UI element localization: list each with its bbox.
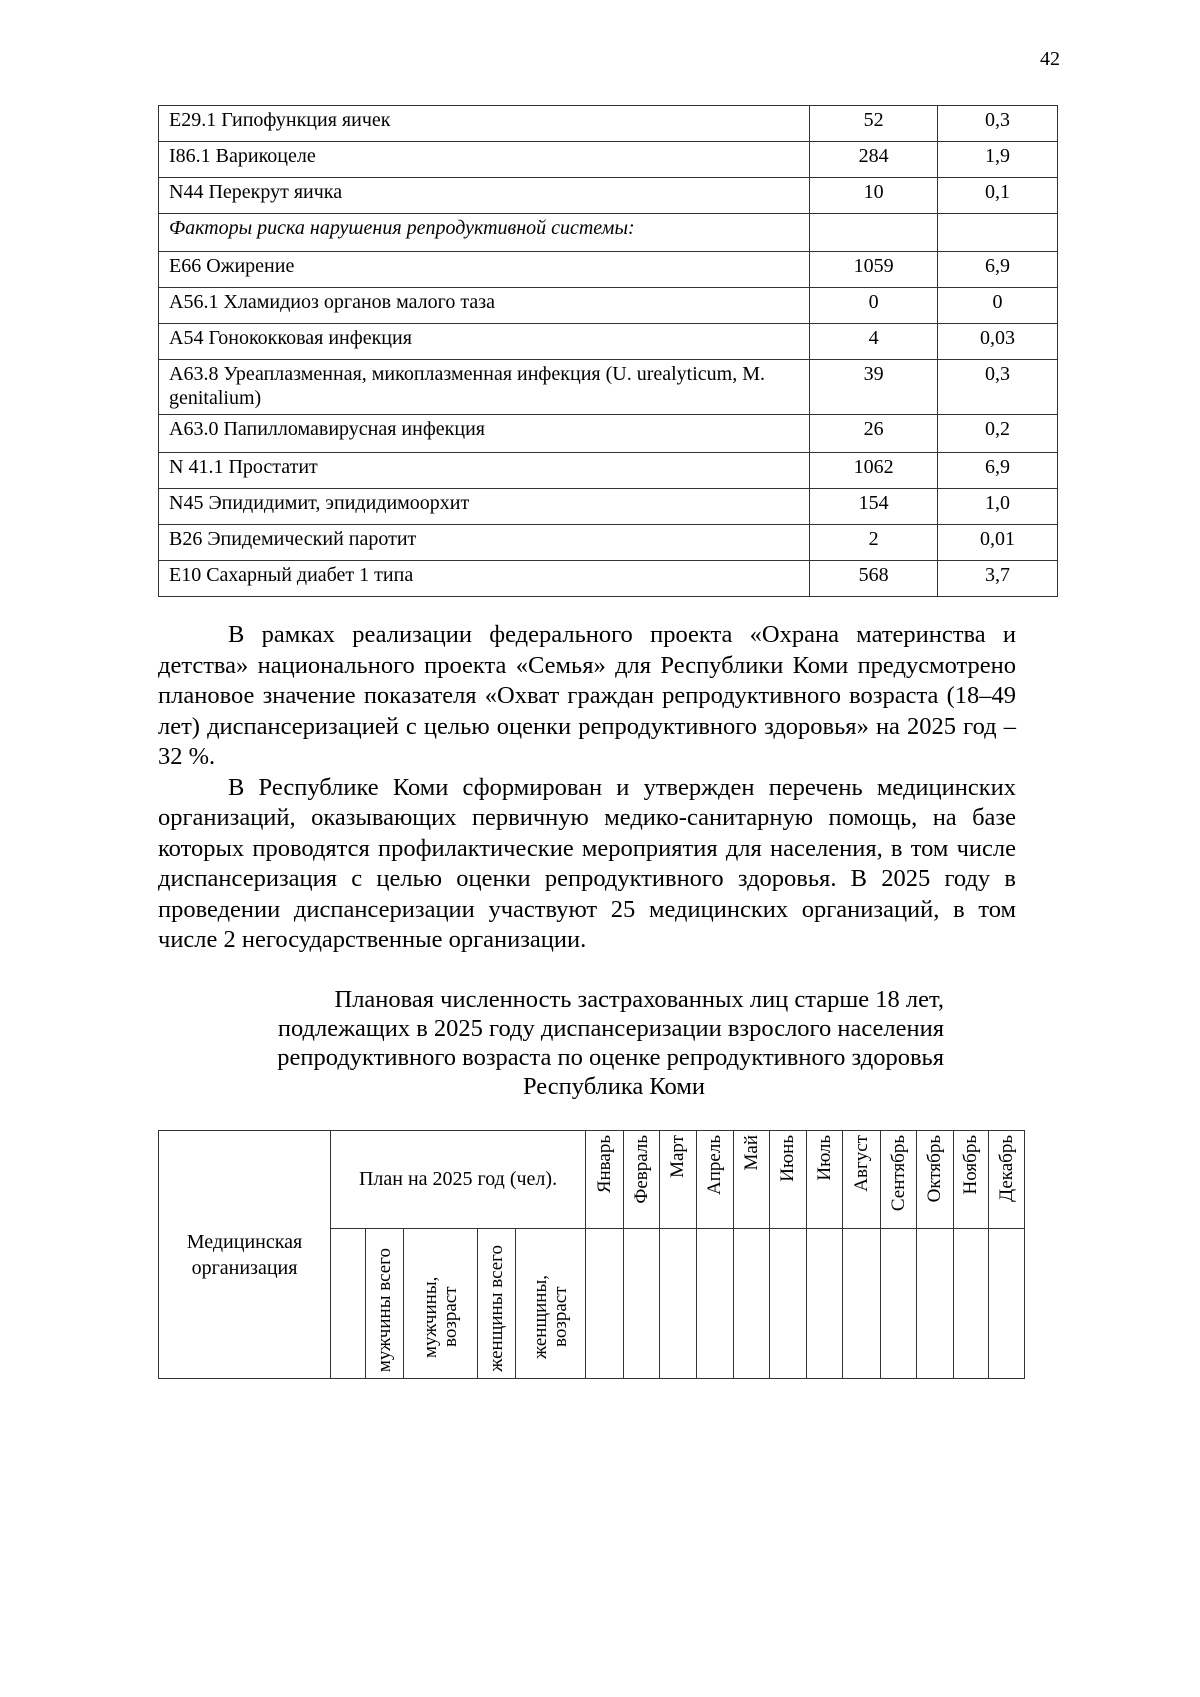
case-count: 2 [810,525,938,561]
case-percent [938,214,1058,252]
case-percent: 0,2 [938,415,1058,453]
month-value-cell [954,1229,989,1379]
plan-subheader [516,1229,586,1379]
month-header [843,1131,881,1229]
plan-subheader [404,1229,478,1379]
month-value-cell [586,1229,624,1379]
table-row [159,178,1058,214]
table-row [159,214,1058,252]
month-header [807,1131,843,1229]
month-label: Июнь [777,1135,798,1182]
case-count: 4 [810,324,938,360]
plan-table-title [158,985,1016,1101]
case-percent: 3,7 [938,561,1058,597]
disease-table [158,105,1058,597]
title-line: подлежащих в 2025 году диспансеризации взрослого населения [277,1015,944,1042]
month-label: Май [740,1135,762,1171]
month-label: Апрель [704,1135,725,1195]
case-count [810,214,938,252]
month-label: Август [850,1135,872,1192]
plan-header-text: План на 2025 год (чел). [358,1168,558,1190]
case-count: 39 [810,360,938,415]
month-header [770,1131,807,1229]
disease-name: I86.1 Варикоцеле [159,142,810,178]
case-percent: 0,3 [938,360,1058,415]
org-header [159,1131,331,1379]
case-count: 284 [810,142,938,178]
month-value-cell [881,1229,917,1379]
month-header [917,1131,954,1229]
disease-name: N 41.1 Простатит [159,453,810,489]
month-header [660,1131,697,1229]
month-label: Декабрь [995,1135,1017,1202]
plan-subheader-label: женщины, возраст [529,1275,571,1359]
month-value-cell [807,1229,843,1379]
plan-subheader-label: мужчины всего [373,1247,395,1372]
disease-name: A54 Гонококковая инфекция [159,324,810,360]
title-line: Плановая численность застрахованных лиц старше 18 лет, [334,986,944,1013]
paragraph-text: В Республике Коми сформирован и утвержден перечень медицинских организаций, оказывающих первичную медико-санитарную помощь, на базе которых проводятся профилактические мероприятия для населения, в том числе диспансеризация с целью оценки репродуктивного здоровья. В 2025 году в проведении диспансеризации участвуют 25 медицинских организаций, в том числе 2 негосударственные организации. [158,773,1016,953]
plan-table [158,1130,1025,1379]
disease-name: N44 Перекрут яичка [159,178,810,214]
disease-name: A63.0 Папилломавирусная инфекция [159,415,810,453]
case-count: 1059 [810,252,938,288]
case-percent: 1,0 [938,489,1058,525]
title-line: репродуктивного возраста по оценке репродуктивного здоровья [277,1044,944,1071]
table-row [159,324,1058,360]
disease-name: A56.1 Хламидиоз органов малого таза [159,288,810,324]
table-row [159,525,1058,561]
case-count: 1062 [810,453,938,489]
plan-subheader [366,1229,404,1379]
table-row [159,252,1058,288]
disease-name: N45 Эпидидимит, эпидидимоорхит [159,489,810,525]
month-value-cell [697,1229,734,1379]
month-label: Июль [813,1135,835,1181]
table-row [159,489,1058,525]
table-row [159,415,1058,453]
month-header [954,1131,989,1229]
month-value-cell [624,1229,660,1379]
case-count: 0 [810,288,938,324]
paragraph-federal-project [158,620,1016,956]
plan-subheader-label: женщины всего [485,1245,507,1372]
month-label: Январь [593,1135,615,1194]
disease-name: E66 Ожирение [159,252,810,288]
title-line: Республика Коми [523,1073,705,1100]
table-row [159,453,1058,489]
disease-name: E29.1 Гипофункция яичек [159,106,810,142]
month-value-cell [843,1229,881,1379]
table-row [159,142,1058,178]
table-row [159,360,1058,415]
month-header [586,1131,624,1229]
case-percent: 1,9 [938,142,1058,178]
month-label: Октябрь [924,1135,945,1203]
case-percent: 0 [938,288,1058,324]
plan-subheader-label: мужчины, возраст [419,1276,461,1358]
plan-subheader [478,1229,516,1379]
disease-name: B26 Эпидемический паротит [159,525,810,561]
table-row [159,288,1058,324]
case-percent: 0,3 [938,106,1058,142]
month-value-cell [660,1229,697,1379]
plan-header [331,1131,586,1229]
case-percent: 6,9 [938,453,1058,489]
case-percent: 6,9 [938,252,1058,288]
case-count: 10 [810,178,938,214]
month-value-cell [770,1229,807,1379]
table-row [159,106,1058,142]
month-header [734,1131,770,1229]
month-label: Сентябрь [887,1135,909,1212]
month-value-cell [989,1229,1025,1379]
month-header [624,1131,660,1229]
case-count: 154 [810,489,938,525]
month-label: Ноябрь [960,1135,981,1195]
month-value-cell [734,1229,770,1379]
case-percent: 0,03 [938,324,1058,360]
page-number: 42 [1040,48,1060,70]
month-header [697,1131,734,1229]
case-count: 52 [810,106,938,142]
plan-subheader [331,1229,366,1379]
case-percent: 0,1 [938,178,1058,214]
month-label: Март [667,1135,688,1178]
case-count: 568 [810,561,938,597]
month-label: Февраль [630,1135,652,1204]
disease-name: A63.8 Уреаплазменная, микоплазменная инфекция (U. urealyticum, M. genitalium) [159,360,810,415]
table-row [159,561,1058,597]
paragraph-text: В рамках реализации федерального проекта «Охрана материнства и детства» национального проекта «Семья» для Республики Коми предусмотрено плановое значение показателя «Охват граждан репродуктивного возраста (18–49 лет) диспансеризацией с целью оценки репродуктивного здоровья» на 2025 год – 32 %. [158,621,1016,770]
disease-name: E10 Сахарный диабет 1 типа [159,561,810,597]
disease-name: Факторы риска нарушения репродуктивной системы: [159,214,810,252]
month-header [881,1131,917,1229]
month-header [989,1131,1025,1229]
org-header-text: Медицинская организация [186,1230,303,1279]
month-value-cell [917,1229,954,1379]
case-count: 26 [810,415,938,453]
case-percent: 0,01 [938,525,1058,561]
